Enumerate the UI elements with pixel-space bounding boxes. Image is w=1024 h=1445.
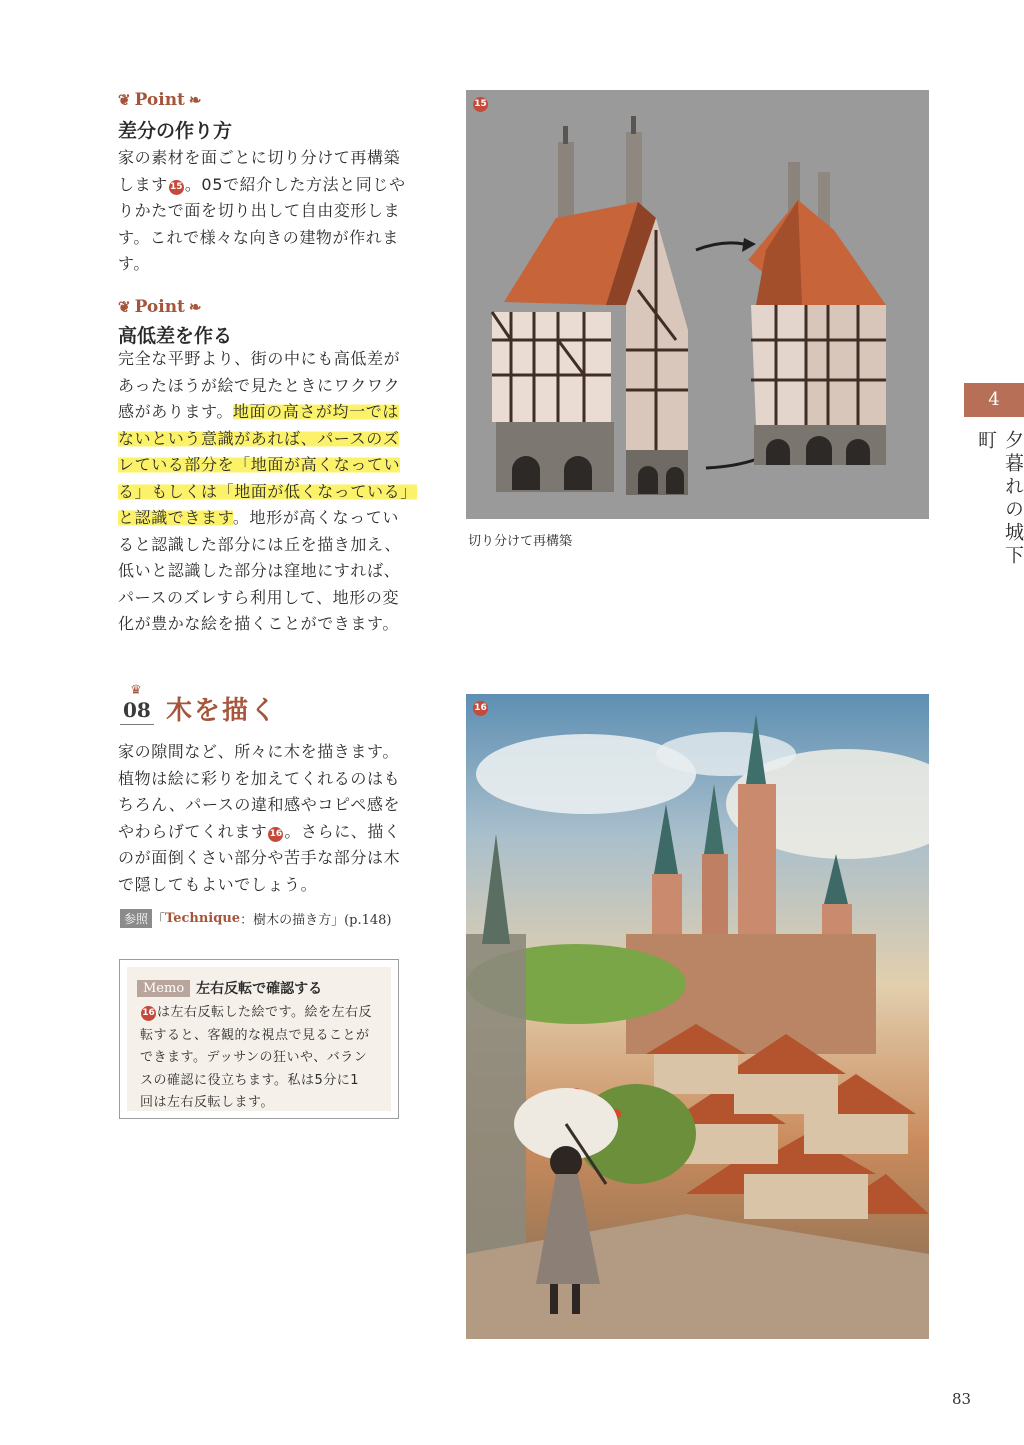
figure-badge: 15 — [473, 97, 488, 112]
text-line — [118, 225, 406, 252]
text-segment: 感があります。 — [118, 402, 233, 421]
point-body-1 — [118, 145, 406, 278]
highlighted-text: レている部分を「地面が高くなってい — [118, 455, 401, 474]
text-line — [118, 452, 417, 479]
text-segment: で隠してもよいでしょう。 — [118, 874, 318, 894]
point-heading-1 — [118, 90, 202, 110]
point-body-2 — [118, 346, 417, 638]
text-segment: 回は左右反転します。 — [140, 1095, 274, 1110]
figure-girl — [536, 1174, 600, 1284]
text-line — [118, 346, 417, 373]
text-line — [118, 585, 417, 612]
ornament-right-icon: ❧ — [188, 91, 202, 109]
chimney — [558, 142, 574, 222]
text-segment: 化が豊かな絵を描くことができます。 — [118, 614, 399, 633]
text-segment: 家の隙間など、所々に木を描きます。 — [118, 742, 399, 761]
text-segment: 完全な平野より、街の中にも高低差が — [118, 349, 401, 368]
text-line — [118, 872, 401, 899]
text-segment: のが面倒くさい部分や苦手な部分は木 — [118, 848, 401, 867]
text-line — [118, 172, 406, 199]
text-segment: 。さらに、描く — [284, 821, 401, 841]
house-illustration — [466, 90, 929, 519]
text-line — [140, 1002, 372, 1025]
text-line — [140, 1070, 372, 1093]
text-segment: す。これで様々な向きの建物が作れま — [118, 227, 399, 247]
point-label: Point — [134, 297, 185, 317]
text-segment: す。 — [118, 254, 150, 273]
reference-line — [120, 909, 391, 928]
text-segment: ちろん、パースの違和感やコピペ感を — [118, 795, 401, 814]
text-segment: 家の素材を面ごとに切り分けて再構築 — [118, 148, 401, 167]
memo-inner — [127, 967, 391, 1111]
text-segment: 植物は絵に彩りを加えてくれるのはも — [118, 768, 401, 788]
text-line — [140, 1092, 372, 1115]
text-line — [118, 373, 417, 400]
text-segment: は左右反転した絵です。絵を左右反 — [157, 1005, 372, 1020]
memo-title: 左右反転で確認する — [196, 981, 323, 997]
figure-ref-badge: 16 — [141, 1006, 156, 1021]
text-segment: パースのズレすら利用して、地形の変 — [118, 587, 400, 607]
text-line — [118, 426, 417, 453]
text-segment: 転すると、客観的な視点で見ることが — [140, 1027, 370, 1043]
text-line — [118, 739, 401, 766]
reference-tag: 参照 — [120, 909, 152, 928]
text-segment: できます。デッサンの狂いや、バラン — [140, 1050, 368, 1065]
ornament-right-icon: ❧ — [188, 298, 202, 316]
figure-badge: 16 — [473, 701, 488, 716]
memo-box — [119, 959, 399, 1119]
section-title: 木を描く — [166, 696, 279, 726]
memo-body — [140, 1002, 372, 1115]
highlighted-text: と認識できます — [118, 508, 233, 527]
text-line — [118, 198, 406, 225]
text-line — [118, 845, 401, 872]
chapter-number-tab: 4 — [964, 383, 1024, 417]
figure-15-caption: 切り分けて再構築 — [468, 534, 573, 549]
text-segment: ると認識した部分には丘を描き加え、 — [118, 534, 402, 554]
page-number: 83 — [952, 1390, 972, 1408]
text-segment: りかたで面を切り出して自由変形しま — [118, 201, 401, 220]
highlighted-text: る」もしくは「地面が低くなっている」 — [118, 481, 417, 501]
text-line — [118, 479, 417, 506]
text-line — [140, 1025, 372, 1048]
castle-town-illustration — [466, 694, 929, 1339]
text-line — [118, 558, 417, 585]
text-line — [140, 1047, 372, 1070]
text-segment: します — [118, 174, 168, 194]
text-segment: 。地形が高くなってい — [232, 508, 399, 527]
text-line — [118, 611, 417, 638]
arrow-icon — [696, 243, 744, 250]
highlighted-text: 地面の高さが均一では — [232, 402, 399, 421]
figure-ref-badge: 16 — [268, 827, 283, 842]
point-title-2: 高低差を作る — [118, 325, 233, 347]
text-segment: スの確認に役立ちます。私は5分に1 — [140, 1072, 360, 1088]
point-label: Point — [134, 90, 185, 110]
text-segment: あったほうが絵で見たときにワクワク — [118, 375, 401, 395]
figure-16 — [466, 694, 929, 1339]
point-heading-2 — [118, 297, 202, 317]
text-line — [118, 145, 406, 172]
ornament-left-icon: ❦ — [118, 298, 131, 316]
section-number: 08 — [120, 698, 154, 725]
reference-keyword: Technique — [165, 911, 241, 926]
chapter-title: 夕暮れの城下町 — [975, 430, 1024, 568]
text-line — [118, 792, 401, 819]
text-segment: やわらげてくれます — [118, 821, 268, 841]
figure-15 — [466, 90, 929, 519]
text-segment: 。05で紹介した方法と同じや — [184, 174, 406, 194]
figure-ref-badge: 15 — [169, 180, 184, 195]
reference-open: 「 — [152, 913, 166, 928]
castle-tower — [738, 784, 776, 944]
section-body — [118, 739, 401, 898]
text-segment: 低いと認識した部分は窪地にすれば、 — [118, 561, 401, 580]
ornament-left-icon: ❦ — [118, 91, 131, 109]
text-line — [118, 532, 417, 559]
point-title-1: 差分の作り方 — [118, 120, 233, 142]
section-crown-icon: ♛ — [130, 683, 142, 698]
reference-rest: ：樹木の描き方」(p.148) — [240, 913, 392, 928]
memo-header — [137, 978, 322, 998]
text-line — [118, 251, 406, 278]
memo-tag: Memo — [137, 980, 190, 997]
text-line — [118, 819, 401, 846]
text-line — [118, 505, 417, 532]
text-line — [118, 766, 401, 793]
highlighted-text: ないという意識があれば、パースのズ — [118, 428, 400, 448]
text-line — [118, 399, 417, 426]
